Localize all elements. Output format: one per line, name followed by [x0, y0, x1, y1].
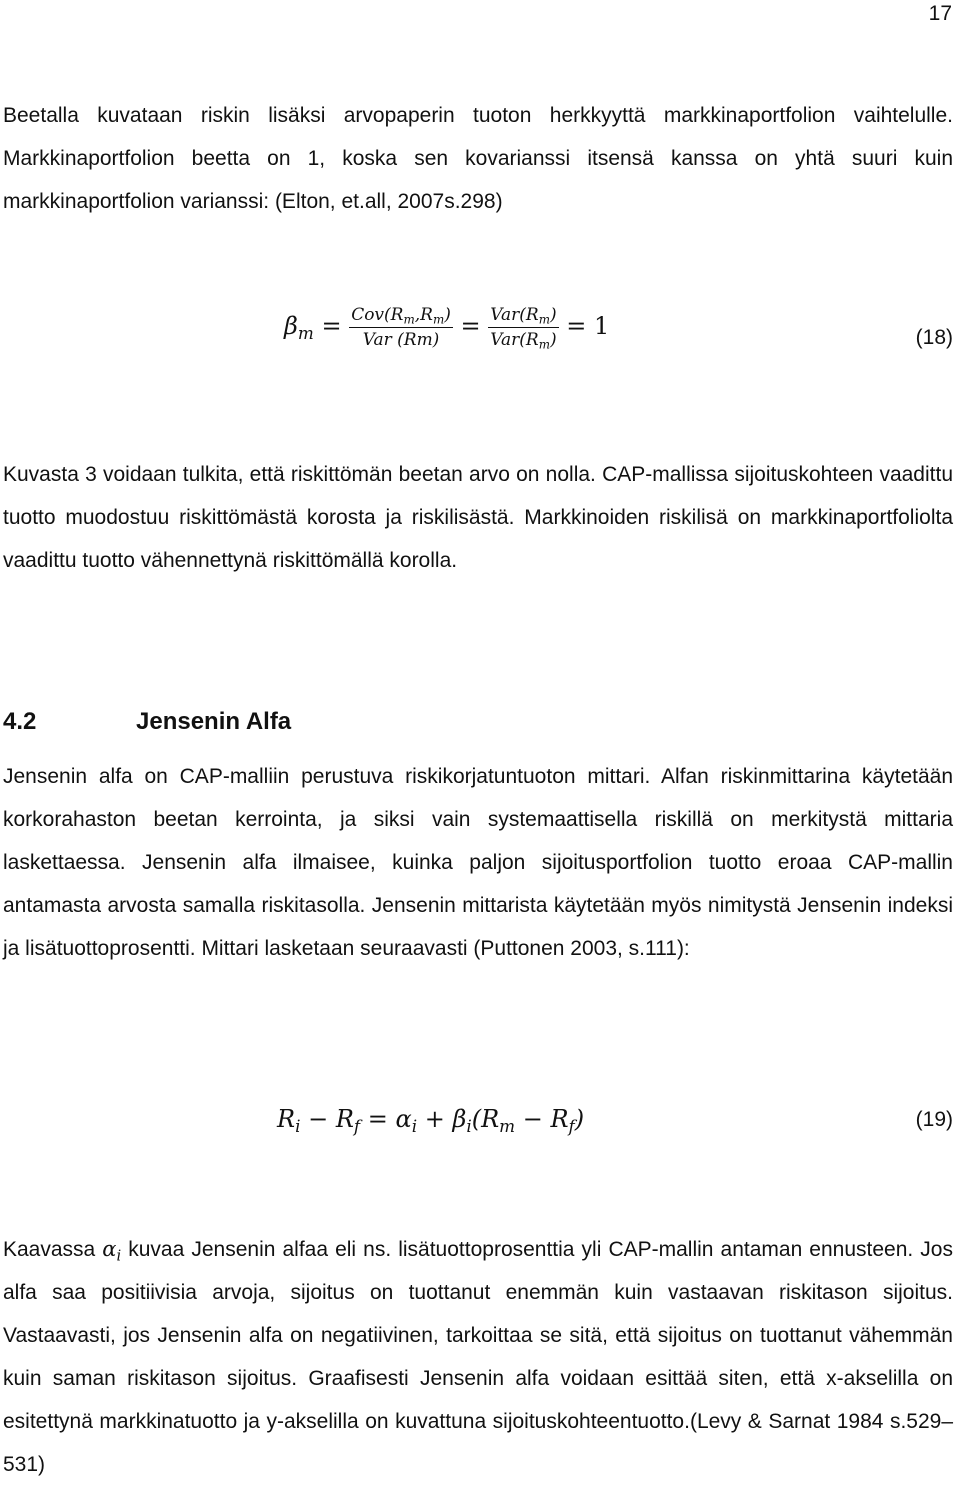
equation-19: $R_i - R_f = \alpha_i + \beta_i(R_m - R_f)$ — [277, 1105, 585, 1137]
paragraph-riskless-beta: Kuvasta 3 voidaan tulkita, että riskittömän beetan arvo on nolla. CAP-mallissa sijoituskohteen vaadittu tuotto muodostuu riskittömästä korosta ja riskilisästä. Markkinoiden riskilisä on markkinaportfoliolta vaadittu tuotto vähennettynä riskittömällä korolla. — [3, 463, 953, 572]
paragraph-beta-intro: Beetalla kuvataan riskin lisäksi arvopaperin tuoton herkkyyttä markkinaportfolion vaihtelulle. Markkinaportfolion beetta on 1, koska sen kovarianssi itsensä kanssa on yhtä suuri kuin markkinaportfolion varianssi: (Elton, et.all, 2007s.298) — [3, 104, 953, 213]
equation-18-number: (18) — [915, 326, 953, 349]
paragraph-4-lead: Kaavassa — [3, 1238, 96, 1261]
equation-18-frac1-denominator: Var (Rm) — [362, 330, 440, 350]
alpha-symbol: $\alpha_i$ — [102, 1237, 122, 1265]
equation-18-fraction-1 — [349, 305, 453, 350]
paragraph-4-body: kuvaa Jensenin alfaa eli ns. lisätuottoprosenttia yli CAP-mallin antaman ennusteen. Jos alfa saa positiivisia arvoja, sijoitus on tuottanut enemmän kuin vastaavan riskitason sijoitus. Vastaavasti, jos Jensenin alfa on negatiivinen, tarkoittaa se sitä, että sijoitus on tuottanut vähemmän kuin saman riskitason sijoitus. Graafisesti Jensenin alfa voidaan esittää siten, että x-akselilla on esitettynä markkinatuotto ja y-akselilla on kuvattuna sijoituskohteentuotto.(Levy & Sarnat 1984 s.529–531) — [3, 1238, 953, 1476]
equation-18-frac1-numerator: $Cov(R_m,R_m)$ — [351, 305, 451, 327]
equation-18-fraction-2 — [488, 305, 558, 350]
equation-18-frac2-numerator: $Var(R_m)$ — [490, 305, 557, 327]
section-heading — [3, 704, 291, 740]
page-number: 17 — [928, 2, 952, 25]
section-number: 4.2 — [3, 708, 37, 735]
equation-18-result: = 1 — [566, 312, 610, 340]
equation-18-frac2-denominator: $Var(R_m)$ — [490, 330, 557, 352]
paragraph-alpha-explanation — [3, 1228, 953, 1486]
paragraph-jensen-alpha: Jensenin alfa on CAP-malliin perustuva riskikorjatuntuoton mittari. Alfan riskinmittarina käytetään korkorahaston beetan kerrointa, ja siksi vain systemaattisella riskillä on merkitystä mittaria laskettaessa. Jensenin alfa ilmaisee, kuinka paljon sijoitusportfolion tuotto eroaa CAP-mallin antamasta arvosta samalla riskitasolla. Jensenin mittarista käytetään myös nimitystä Jensenin indeksi ja lisätuottoprosentti. Mittari lasketaan seuraavasti (Puttonen 2003, s.111): — [3, 765, 953, 960]
section-title: Jensenin Alfa — [136, 708, 292, 735]
equation-19-number: (19) — [915, 1108, 953, 1131]
equation-18-lhs: $\beta_m$ — [284, 312, 314, 344]
equation-18: $\beta_m$ = $\frac{Cov(R_m,R_m)}{\text{Var (Rm)}}$ = $\frac{Var(R_m)}{Var(R_m)}$ = 1 — [284, 305, 610, 352]
